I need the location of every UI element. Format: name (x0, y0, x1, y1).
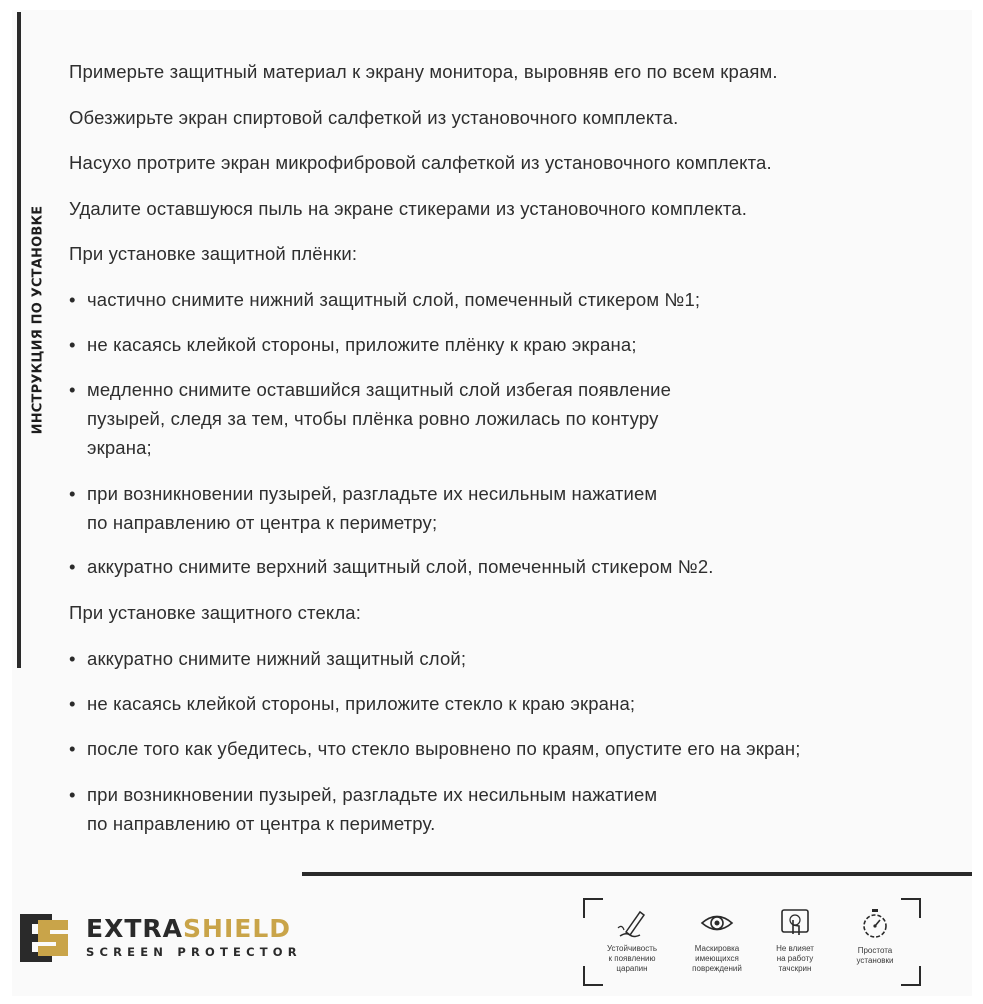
bullet: • (69, 693, 76, 714)
glass-item-2: не касаясь клейкой стороны, приложите стекло к краю экрана; (87, 693, 636, 714)
bullet: • (69, 648, 76, 669)
brand-part-1: EXTRA (86, 914, 184, 943)
eye-icon (700, 908, 734, 938)
film-item-4-line-1: при возникновении пузырей, разгладьте их несильным нажатием (87, 483, 658, 504)
vertical-divider (17, 12, 21, 668)
glass-item-1: аккуратно снимите нижний защитный слой; (87, 648, 467, 669)
bullet: • (69, 334, 76, 355)
film-item-3-line-1: медленно снимите оставшийся защитный слой избегая появление (87, 379, 672, 400)
glass-item-4-line-1: при возникновении пузырей, разгладьте их несильным нажатием (87, 784, 658, 805)
bullet: • (69, 556, 76, 577)
bullet: • (69, 379, 76, 400)
feature-label: Простота установки (856, 946, 894, 965)
feature-scratch-resistant (592, 908, 672, 974)
feature-easy-install (835, 908, 915, 966)
film-item-3-line-3: экрана; (87, 437, 152, 458)
feature-label: Устойчивость к появлению царапин (606, 944, 658, 973)
bullet: • (69, 483, 76, 504)
horizontal-divider (302, 872, 972, 876)
feature-label: Не влияет на работу тачскрин (776, 944, 814, 973)
step-2: Обезжирьте экран спиртовой салфеткой из установочного комплекта. (69, 107, 679, 128)
bullet: • (69, 738, 76, 759)
extrashield-logo-icon (18, 910, 70, 966)
glass-item-3: после того как убедитесь, что стекло выровнено по краям, опустите его на экран; (87, 738, 801, 759)
brand-name (86, 914, 291, 943)
film-item-4-line-2: по направлению от центра к периметру; (87, 512, 438, 533)
film-item-2: не касаясь клейкой стороны, приложите плёнку к краю экрана; (87, 334, 637, 355)
feature-label: Маскировка имеющихся повреждений (692, 944, 742, 973)
glass-heading: При установке защитного стекла: (69, 602, 362, 623)
brand-part-2: SHIELD (183, 914, 292, 943)
step-3: Насухо протрите экран микрофибровой салфеткой из установочного комплекта. (69, 152, 772, 173)
step-4: Удалите оставшуюся пыль на экране стикерами из установочного комплекта. (69, 198, 747, 219)
bullet: • (69, 289, 76, 310)
sidebar-title-text: ИНСТРУКЦИЯ ПО УСТАНОВКЕ (30, 205, 46, 435)
glass-item-4-line-2: по направлению от центра к периметру. (87, 813, 436, 834)
film-heading: При установке защитной плёнки: (69, 243, 358, 264)
film-item-1: частично снимите нижний защитный слой, помеченный стикером №1; (87, 289, 701, 310)
touch-icon (778, 908, 812, 938)
stopwatch-icon (858, 908, 892, 940)
feature-mask-damage (677, 908, 757, 974)
step-1: Примерьте защитный материал к экрану монитора, выровняв его по всем краям. (69, 61, 778, 82)
bullet: • (69, 784, 76, 805)
brand-tagline: SCREEN PROTECTOR (86, 945, 302, 959)
pen-scratch-icon (616, 908, 648, 938)
film-item-3-line-2: пузырей, следя за тем, чтобы плёнка ровно ложилась по контуру (87, 408, 659, 429)
feature-touchscreen (755, 908, 835, 974)
film-item-5: аккуратно снимите верхний защитный слой, помеченный стикером №2. (87, 556, 714, 577)
